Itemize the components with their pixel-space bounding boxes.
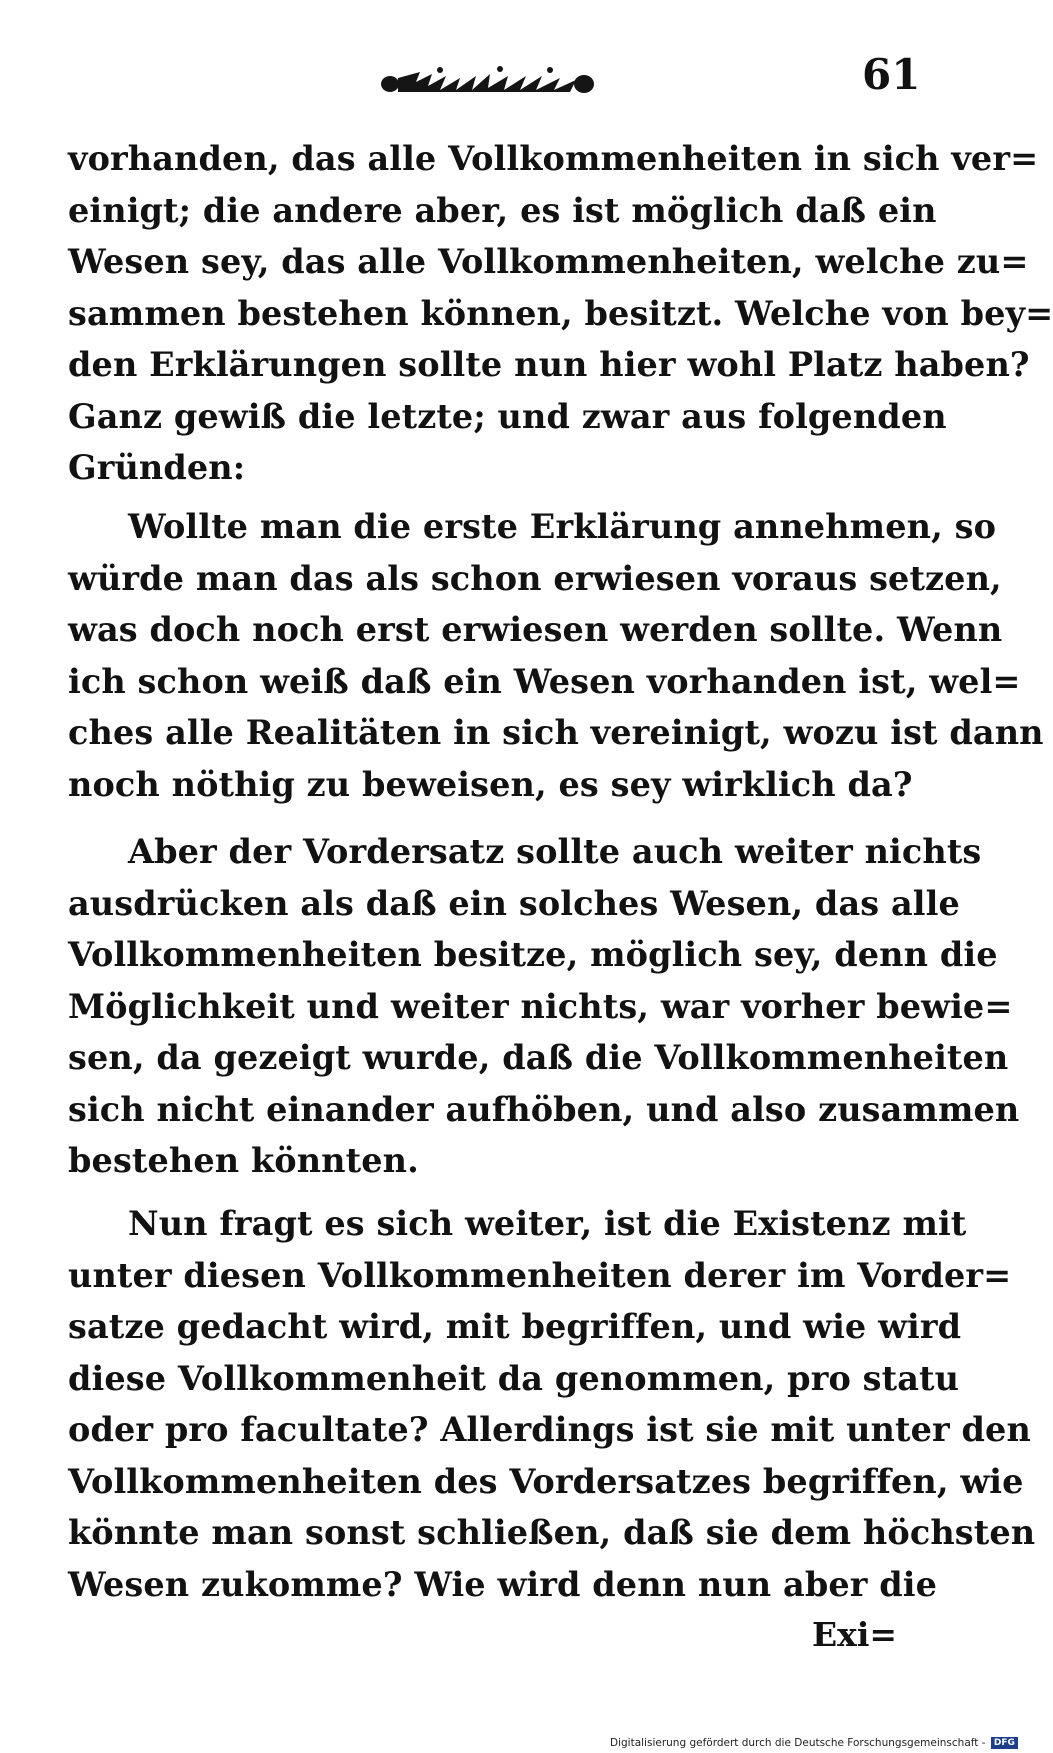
text-line: satze gedacht wird, mit begriffen, und wie wird xyxy=(68,1307,962,1346)
text-line: Wollte man die erste Erklärung annehmen, so xyxy=(128,507,997,546)
dfg-logo-icon: DFG xyxy=(991,1737,1018,1749)
text-line: sen, da gezeigt wurde, daß die Vollkommenheiten xyxy=(68,1038,1009,1077)
paragraph-1 xyxy=(68,133,1053,494)
text-line: vorhanden, das alle Vollkommenheiten in sich ver= xyxy=(68,139,1039,178)
page-number: 61 xyxy=(862,50,921,99)
text-line: könnte man sonst schließen, daß sie dem höchsten xyxy=(68,1513,1036,1552)
text-line: Möglichkeit und weiter nichts, war vorher bewie= xyxy=(68,986,1013,1026)
text-line: Wesen zukomme? Wie wird denn nun aber die xyxy=(68,1564,938,1604)
text-line: würde man das als schon erwiesen voraus setzen, xyxy=(68,558,1002,598)
text-line: Vollkommenheiten besitze, möglich sey, denn die xyxy=(68,935,998,974)
text-line: Nun fragt es sich weiter, ist die Existenz mit xyxy=(128,1204,967,1243)
text-line: bestehen könnten. xyxy=(68,1141,419,1180)
paragraph-4 xyxy=(68,1198,1036,1610)
text-line: Ganz gewiß die letzte; und zwar aus folgenden xyxy=(68,396,947,436)
text-line: noch nöthig zu beweisen, es sey wirklich da? xyxy=(68,764,913,804)
paragraph-3 xyxy=(68,826,1020,1187)
text-line: sich nicht einander aufhöben, und also zusammen xyxy=(68,1089,1020,1129)
text-line: Gründen: xyxy=(68,448,246,487)
text-line: einigt; die andere aber, es ist möglich daß ein xyxy=(68,190,937,230)
text-line: unter diesen Vollkommenheiten derer im Vorder= xyxy=(68,1255,1012,1295)
text-line: ich schon weiß daß ein Wesen vorhanden ist, wel= xyxy=(68,661,1021,701)
text-line: Aber der Vordersatz sollte auch weiter nichts xyxy=(128,832,982,871)
text-line: diese Vollkommenheit da genommen, pro statu xyxy=(68,1358,960,1398)
catchword: Exi= xyxy=(812,1615,898,1654)
digitization-credit xyxy=(610,1737,1018,1749)
paragraph-2 xyxy=(68,501,1044,810)
text-line: Wesen sey, das alle Vollkommenheiten, welche zu= xyxy=(68,242,1029,281)
text-line: sammen bestehen können, besitzt. Welche von bey= xyxy=(68,293,1053,333)
ornament-icon xyxy=(380,64,595,100)
text-line: oder pro facultate? Allerdings ist sie mit unter den xyxy=(68,1410,1031,1449)
text-line: was doch noch erst erwiesen werden sollte. Wenn xyxy=(68,610,1003,649)
text-line: ches alle Realitäten in sich vereinigt, wozu ist dann xyxy=(68,713,1044,752)
text-line: den Erklärungen sollte nun hier wohl Platz haben? xyxy=(68,345,1030,384)
text-line: Vollkommenheiten des Vordersatzes begriffen, wie xyxy=(68,1461,1024,1501)
credit-text: Digitalisierung gefördert durch die Deutsche Forschungsgemeinschaft - xyxy=(610,1737,986,1749)
text-line: ausdrücken als daß ein solches Wesen, das alle xyxy=(68,883,960,923)
